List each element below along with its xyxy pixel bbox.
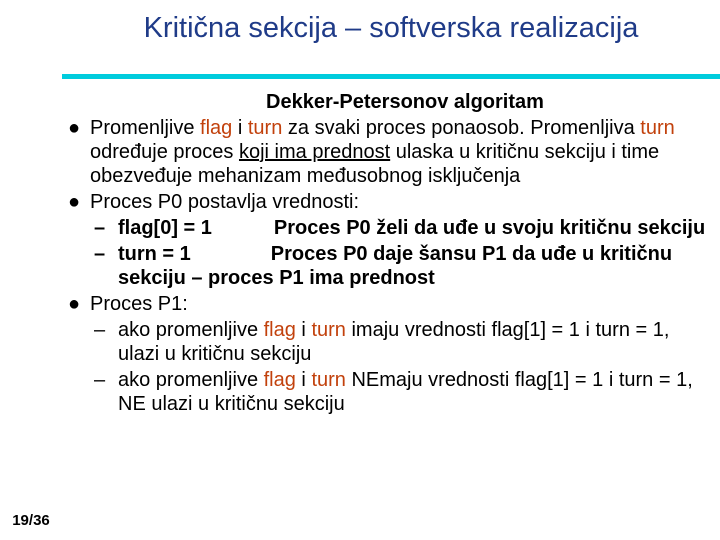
slide-subtitle: Dekker-Petersonov algoritam [266,91,544,113]
code-expression: turn = 1 [118,243,191,265]
keyword-turn: turn [640,117,675,139]
bullet-dot-icon: ● [68,191,81,213]
dash-icon: – [94,217,106,239]
page-number: 19/36 [12,512,50,529]
bullet-item: ● Proces P1: [68,293,188,315]
title-underline-rule [62,74,720,79]
keyword-turn: turn [247,117,283,139]
dash-icon: – [94,369,106,391]
keyword-flag: flag [200,117,233,139]
dash-icon: – [94,243,106,265]
underlined-phrase: koji ima prednost [238,141,391,163]
dash-icon: – [94,319,106,341]
sub-bullet-item: – turn = 1 Proces P0 daje šansu P1 da uđe u kritičnu sekciju – proces P1 ima prednost [94,243,673,289]
sub-bullet-item: – ako promenljive flag i turn NEmaju vrednosti flag[1] = 1 i turn = 1, NE ulazi u kritičnu sekciju [94,369,693,415]
keyword-turn: turn [311,319,346,341]
slide-title: Kritična sekcija – softverska realizacija [143,12,639,44]
bullet-dot-icon: ● [68,117,81,139]
bullet-item: ● Proces P0 postavlja vrednosti: [68,191,360,213]
sub-bullet-item: – flag[0] = 1 Proces P0 želi da uđe u svoju kritičnu sekciju [94,217,706,239]
code-expression: flag[0] = 1 [118,217,212,239]
bullet-item: ● Promenljive flag i turn za svaki proces ponaosob. Promenljiva turn određuje proces koji ima prednost ulaska u kritičnu sekciju i time obezveđuje mehanizam međusobnog isključenja [68,117,675,187]
sub-bullet-item: – ako promenljive flag i turn imaju vrednosti flag[1] = 1 i turn = 1, ulazi u kritičnu sekciju [94,319,670,365]
bullet-dot-icon: ● [68,293,81,315]
left-sidebar-bar [0,0,62,540]
slide-content [60,90,710,416]
keyword-flag: flag [263,369,296,391]
keyword-turn: turn [311,369,346,391]
keyword-flag: flag [263,319,296,341]
